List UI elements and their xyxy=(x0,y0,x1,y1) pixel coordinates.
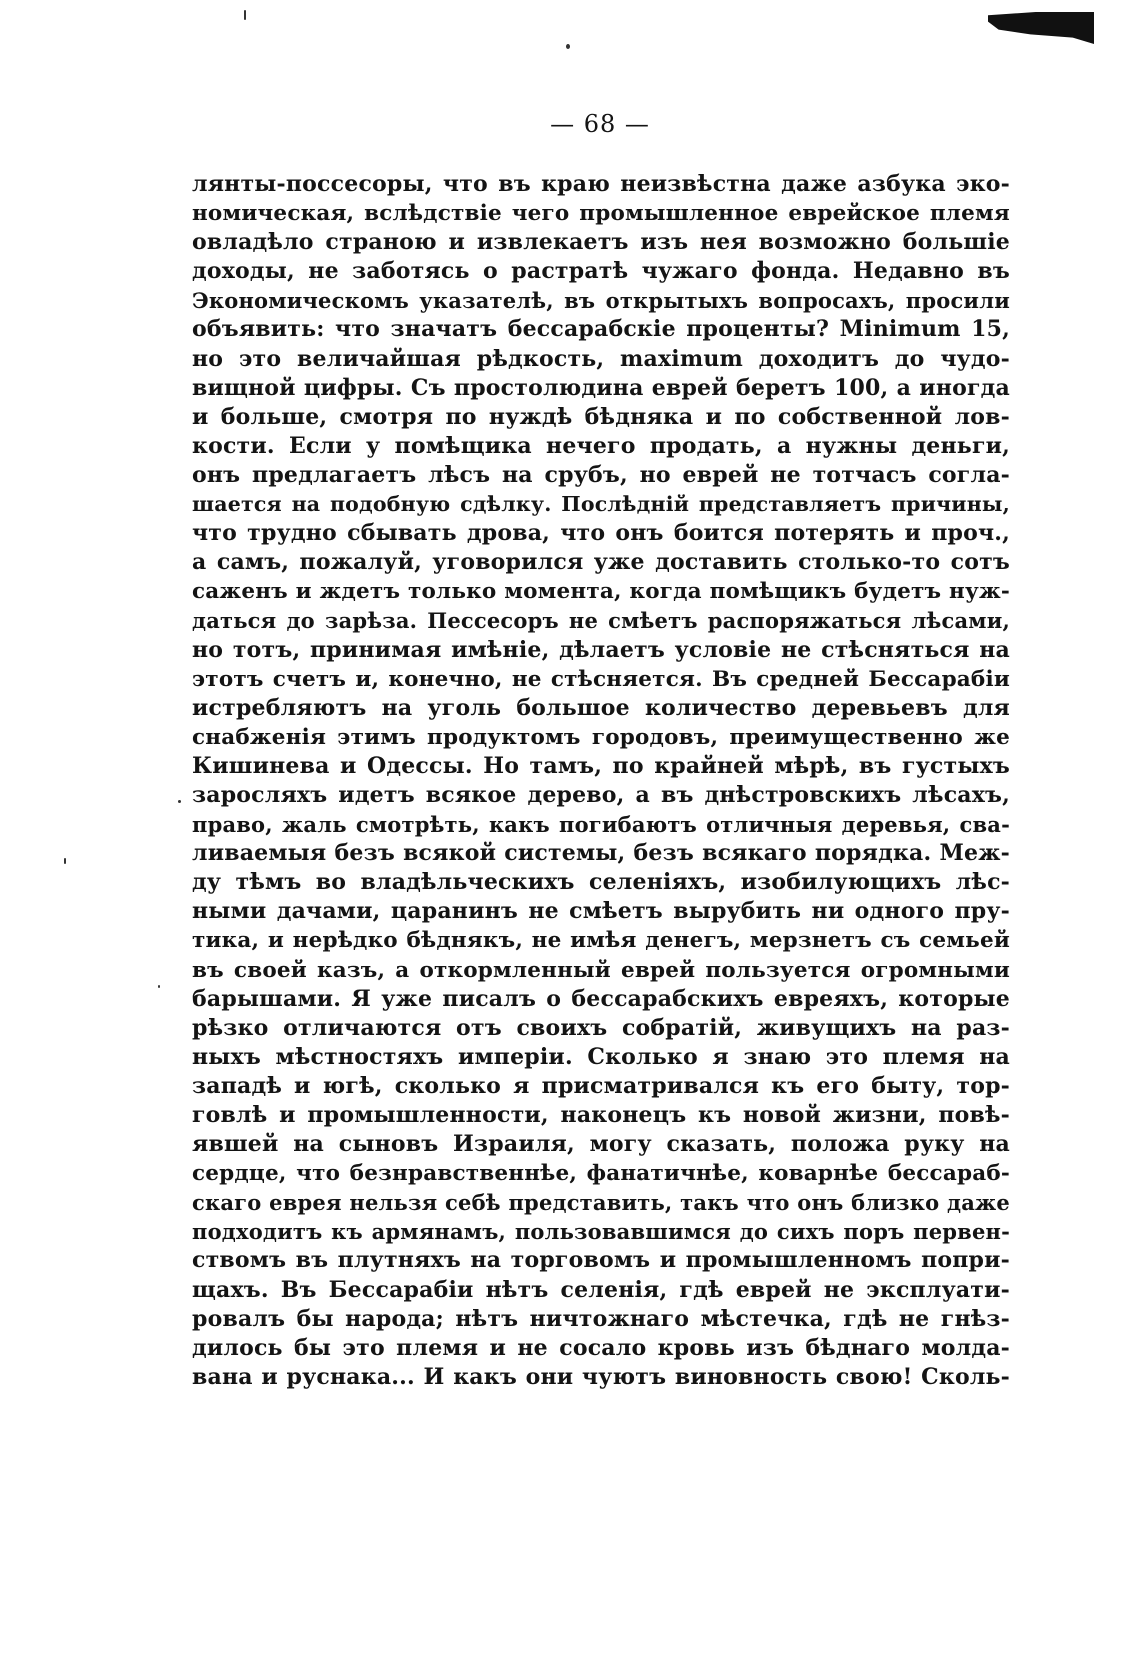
text-line: тика, и нерѣдко бѣднякъ, не имѣя денегъ, мерзнетъ съ семьей xyxy=(192,928,1010,954)
text-line: ными дачами, царанинъ не смѣетъ вырубить ни одного пру- xyxy=(192,898,1010,925)
scan-speck xyxy=(178,800,181,803)
body-text xyxy=(192,170,1010,1392)
text-line: въ своей казъ, а откормленный еврей пользуется огромными xyxy=(192,957,1010,983)
text-line: овладѣло страною и извлекаетъ изъ нея возможно большіе xyxy=(192,229,1010,256)
text-line: сердце, что безнравственнѣе, фанатичнѣе, коварнѣе бессараб- xyxy=(192,1161,1010,1187)
text-line: но тотъ, принимая имѣніе, дѣлаетъ условіе не стѣсняться на xyxy=(192,636,1010,663)
text-line: шается на подобную сдѣлку. Послѣдній представляетъ причины, xyxy=(192,492,1010,517)
text-line: ровалъ бы народа; нѣтъ ничтожнаго мѣстечка, гдѣ не гнѣз- xyxy=(192,1305,1010,1332)
text-line: вищной цифры. Съ простолюдина еврей беретъ 100, а иногда xyxy=(192,374,1010,401)
text-line: барышами. Я уже писалъ о бессарабскихъ евреяхъ, которые xyxy=(192,985,1010,1012)
scan-corner-mark xyxy=(988,12,1094,44)
text-line: ныхъ мѣстностяхъ имперіи. Сколько я знаю это племя на xyxy=(192,1043,1010,1070)
text-line: истребляютъ на уголь большое количество деревьевъ для xyxy=(192,694,1010,721)
text-line: онъ предлагаетъ лѣсъ на срубъ, но еврей не тотчасъ согла- xyxy=(192,461,1010,488)
text-line: даться до зарѣза. Пессесоръ не смѣетъ распоряжаться лѣсами, xyxy=(192,608,1010,634)
text-line: объявить: что значатъ бессарабскіе проценты? Minimum 15, xyxy=(192,316,1010,343)
scan-speck xyxy=(64,858,66,864)
text-line: право, жаль смотрѣть, какъ погибаютъ отличныя деревья, сва- xyxy=(192,812,1010,838)
text-line: и больше, смотря по нуждѣ бѣдняка и по собственной лов- xyxy=(192,403,1010,430)
text-line: Кишинева и Одессы. Но тамъ, по крайней мѣрѣ, въ густыхъ xyxy=(192,752,1010,779)
text-line: Экономическомъ указателѣ, въ открытыхъ вопросахъ, просили xyxy=(192,288,1010,314)
text-line: номическая, вслѣдствіе чего промышленное еврейское племя xyxy=(192,201,1010,227)
text-line: но это величайшая рѣдкость, maximum доходитъ до чудо- xyxy=(192,345,1010,372)
text-line: снабженія этимъ продуктомъ городовъ, преимущественно же xyxy=(192,724,1010,750)
text-line: ствомъ въ плутняхъ на торговомъ и промышленномъ попри- xyxy=(192,1247,1010,1274)
text-line: что трудно сбывать дрова, что онъ боится потерять и проч., xyxy=(192,520,1010,547)
text-line: лянты-поссесоры, что въ краю неизвѣстна даже азбука эко- xyxy=(192,171,1010,197)
page-number: — 68 — xyxy=(550,110,650,138)
text-line: дилось бы это племя и не сосало кровь изъ бѣднаго молда- xyxy=(192,1334,1010,1361)
text-line: явшей на сыновъ Израиля, могу сказать, положа руку на xyxy=(192,1131,1010,1158)
text-line: подходитъ къ армянамъ, пользовавшимся до сихъ поръ первен- xyxy=(192,1219,1010,1245)
text-line: рѣзко отличаются отъ своихъ собратій, живущихъ на раз- xyxy=(192,1014,1010,1041)
text-line: вана и руснака... И какъ они чуютъ виновность свою! Сколь- xyxy=(192,1363,1010,1390)
scan-speck xyxy=(566,44,570,49)
text-line: говлѣ и промышленности, наконецъ къ новой жизни, повѣ- xyxy=(192,1102,1010,1128)
text-line: доходы, не заботясь о растратѣ чужаго фонда. Недавно въ xyxy=(192,258,1010,285)
text-line: а самъ, пожалуй, уговорился уже доставить столько-то сотъ xyxy=(192,549,1010,576)
text-line: ливаемыя безъ всякой системы, безъ всякаго порядка. Меж- xyxy=(192,840,1010,867)
scan-speck xyxy=(244,10,246,20)
text-line: скаго еврея нельзя себѣ представить, такъ что онъ близко даже xyxy=(192,1190,1010,1216)
text-line: заросляхъ идетъ всякое дерево, а въ днѣстровскихъ лѣсахъ, xyxy=(192,781,1010,808)
text-line: саженъ и ждетъ только момента, когда помѣщикъ будетъ нуж- xyxy=(192,579,1010,605)
scan-speck xyxy=(158,985,160,988)
text-line: этотъ счетъ и, конечно, не стѣсняется. Въ средней Бессарабіи xyxy=(192,666,1010,692)
text-line: щахъ. Въ Бессарабіи нѣтъ селенія, гдѣ еврей не эксплуати- xyxy=(192,1276,1010,1303)
text-line: кости. Если у помѣщика нечего продать, а нужны деньги, xyxy=(192,432,1010,459)
text-line: ду тѣмъ во владѣльческихъ селеніяхъ, изобилующихъ лѣс- xyxy=(192,869,1010,896)
text-line: западѣ и югѣ, сколько я присматривался къ его быту, тор- xyxy=(192,1072,1010,1099)
